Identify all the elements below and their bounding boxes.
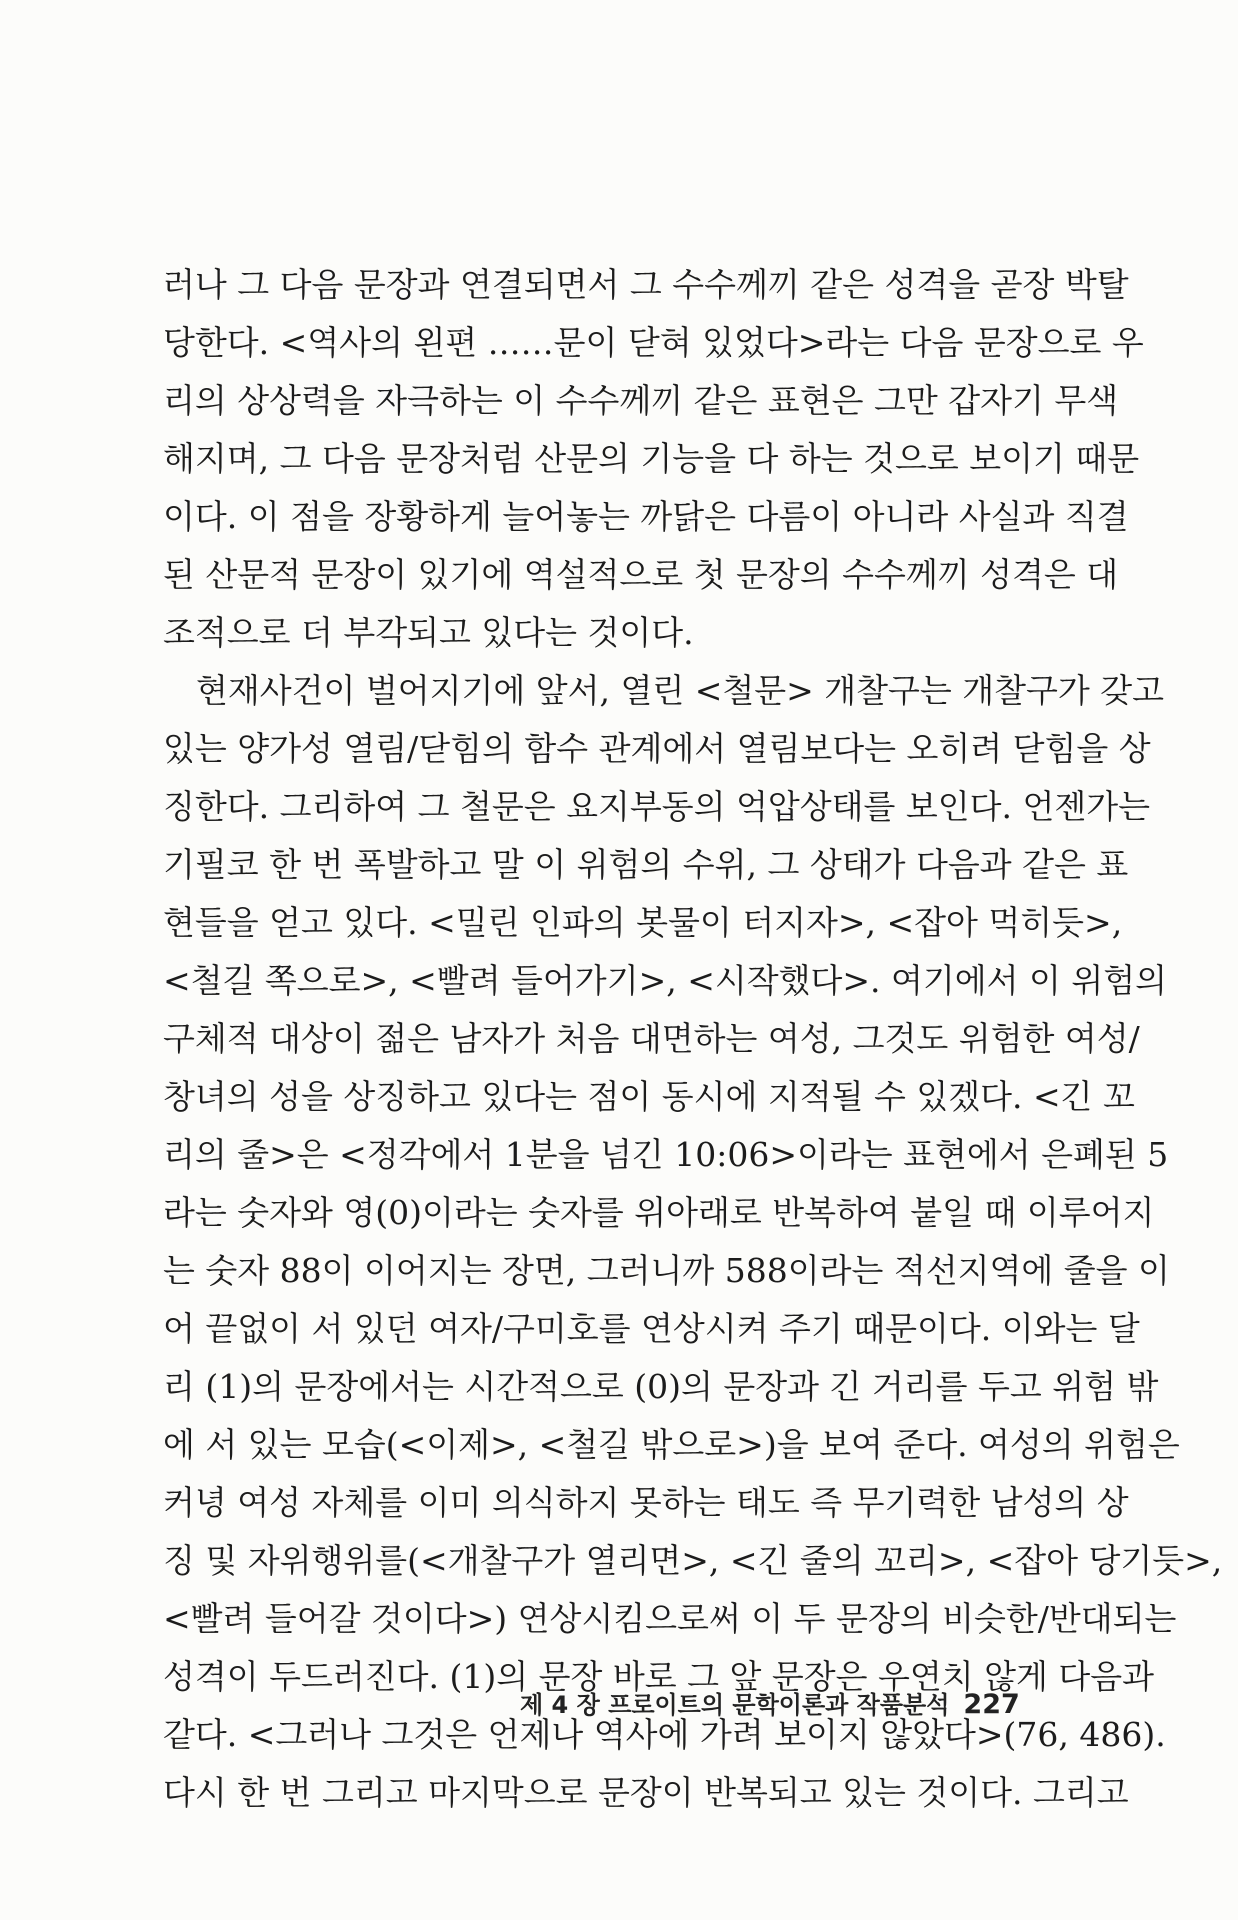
text-line: <철길 쪽으로>, <빨려 들어가기>, <시작했다>. 여기에서 이 위험의 <box>163 961 1167 1000</box>
text-line: 해지며, 그 다음 문장처럼 산문의 기능을 다 하는 것으로 보이기 때문 <box>163 439 1140 478</box>
text-line: 같다. <그러나 그것은 언제나 역사에 가려 보이지 않았다>(76, 486). <box>163 1715 1166 1754</box>
text-line: 성격이 두드러진다. (1)의 문장 바로 그 앞 문장은 우연치 않게 다음과 <box>163 1657 1154 1696</box>
text-line: 라는 숫자와 영(0)이라는 숫자를 위아래로 반복하여 붙일 때 이루어지 <box>163 1193 1155 1232</box>
text-line: 징한다. 그리하여 그 철문은 요지부동의 억압상태를 보인다. 언젠가는 <box>163 787 1150 826</box>
chapter-title: 제 4 장 프로이트의 문학이론과 작품분석 <box>520 1691 950 1719</box>
text-line: 에 서 있는 모습(<이제>, <철길 밖으로>)을 보여 준다. 여성의 위험은 <box>163 1425 1180 1464</box>
text-line: 당한다. <역사의 왼편 ……문이 닫혀 있었다>라는 다음 문장으로 우 <box>163 323 1144 362</box>
text-line: 기필코 한 번 폭발하고 말 이 위험의 수위, 그 상태가 다음과 같은 표 <box>163 845 1129 884</box>
text-line: 리의 상상력을 자극하는 이 수수께끼 같은 표현은 그만 갑자기 무색 <box>163 381 1119 420</box>
paragraph-first-line: 현재사건이 벌어지기에 앞서, 열린 <철문> 개찰구는 개찰구가 갖고 <box>196 671 1165 710</box>
text-line: 다시 한 번 그리고 마지막으로 문장이 반복되고 있는 것이다. 그리고 <box>163 1773 1129 1812</box>
text-line: 창녀의 성을 상징하고 있다는 점이 동시에 지적될 수 있겠다. <긴 꼬 <box>163 1077 1135 1116</box>
text-line: 리의 줄>은 <정각에서 1분을 넘긴 10:06>이라는 표현에서 은폐된 5 <box>163 1135 1169 1174</box>
text-line: 조적으로 더 부각되고 있다는 것이다. <box>163 613 694 652</box>
text-line: 어 끝없이 서 있던 여자/구미호를 연상시켜 주기 때문이다. 이와는 달 <box>163 1309 1140 1348</box>
running-footer <box>520 1685 1020 1720</box>
text-line: 있는 양가성 열림/닫힘의 함수 관계에서 열림보다는 오히려 닫힘을 상 <box>163 729 1151 768</box>
text-line: 구체적 대상이 젊은 남자가 처음 대면하는 여성, 그것도 위험한 여성/ <box>163 1019 1140 1058</box>
text-line: <빨려 들어갈 것이다>) 연상시킴으로써 이 두 문장의 비슷한/반대되는 <box>163 1599 1177 1638</box>
text-line: 된 산문적 문장이 있기에 역설적으로 첫 문장의 수수께끼 성격은 대 <box>163 555 1119 594</box>
text-line: 이다. 이 점을 장황하게 늘어놓는 까닭은 다름이 아니라 사실과 직결 <box>163 497 1129 536</box>
text-line: 징 및 자위행위를(<개찰구가 열리면>, <긴 줄의 꼬리>, <잡아 당기듯>, <box>163 1541 1223 1580</box>
text-line: 현들을 얻고 있다. <밀린 인파의 봇물이 터지자>, <잡아 먹히듯>, <box>163 903 1123 942</box>
body-text <box>163 256 1223 1822</box>
text-line: 는 숫자 88이 이어지는 장면, 그러니까 588이라는 적선지역에 줄을 이 <box>163 1251 1170 1290</box>
text-line: 커녕 여성 자체를 이미 의식하지 못하는 태도 즉 무기력한 남성의 상 <box>163 1483 1129 1522</box>
text-line: 리 (1)의 문장에서는 시간적으로 (0)의 문장과 긴 거리를 두고 위험 밖 <box>163 1367 1159 1406</box>
text-line: 러나 그 다음 문장과 연결되면서 그 수수께끼 같은 성격을 곧장 박탈 <box>163 265 1129 304</box>
page-number: 227 <box>963 1689 1020 1720</box>
